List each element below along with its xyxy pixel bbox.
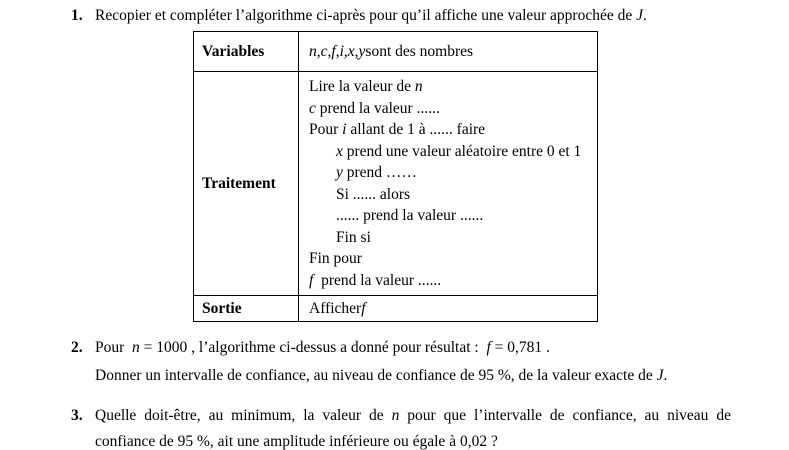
algo-line <box>309 205 597 227</box>
algo-line <box>309 119 597 141</box>
item2-text-line1 <box>95 334 731 362</box>
math-variable: x <box>347 42 355 60</box>
math-variable: f <box>361 299 366 317</box>
algo-line <box>309 98 597 120</box>
math-variable: y <box>336 164 343 181</box>
text-segment: = 0,781 . <box>490 339 550 356</box>
item2-number: 2. <box>71 339 83 356</box>
text-segment: prend …… <box>342 164 417 181</box>
text-segment: Recopier et compléter l’algorithme ci-après pour qu’il affiche une valeur approchée de <box>95 7 637 24</box>
table-header-traitement: Traitement <box>194 71 299 295</box>
text-segment: , <box>343 42 348 60</box>
math-variable: J <box>636 7 643 24</box>
table-header-sortie: Sortie <box>194 295 299 321</box>
math-variable: n <box>309 42 317 60</box>
text-segment: = 1000 , l’algorithme ci-dessus a donné pour résultat : <box>139 339 487 356</box>
text-segment: Pour <box>95 339 133 356</box>
math-variable: y <box>358 42 366 60</box>
text-segment: confiance de 95 %, ait une amplitude inférieure ou égale à 0,02 ? <box>95 433 498 450</box>
algo-line <box>309 141 597 163</box>
item-3 <box>0 403 789 450</box>
traitement-content <box>299 71 597 295</box>
item2-body <box>95 334 731 390</box>
math-variable: c <box>320 42 328 60</box>
text-segment: Si ...... alors <box>336 185 411 203</box>
item-1 <box>0 3 789 322</box>
text-segment: pour que l’intervalle de confiance, au niveau de <box>399 407 731 424</box>
text-segment: , <box>354 42 359 60</box>
text-segment: Donner un intervalle de confiance, au niveau de confiance de 95 %, de la valeur exacte de <box>95 367 657 384</box>
algo-line <box>309 248 597 270</box>
text-segment: , <box>335 42 340 60</box>
item1-body <box>95 3 731 322</box>
algo-line <box>309 184 597 206</box>
item3-body <box>95 403 731 450</box>
math-variable: n <box>132 339 140 356</box>
text-segment: , <box>327 42 332 60</box>
text-segment: Fin si <box>336 228 371 246</box>
math-variable: f <box>331 42 336 60</box>
item1-text <box>95 3 731 29</box>
table-header-variables: Variables <box>194 32 299 71</box>
text-segment: Pour <box>309 121 343 138</box>
item2-text-line2 <box>95 362 731 390</box>
text-segment: prend la valeur ...... <box>313 271 442 289</box>
sortie-content <box>299 295 597 321</box>
text-segment: Quelle doit-être, au minimum, la valeur de <box>95 407 392 424</box>
math-variable: f <box>309 271 314 289</box>
text-segment: prend une valeur aléatoire entre 0 et 1 <box>342 142 582 160</box>
algo-line <box>309 76 597 98</box>
math-variable: n <box>391 407 400 424</box>
text-segment: ...... prend la valeur ...... <box>336 207 484 224</box>
text-segment: Afficher <box>309 299 362 317</box>
text-segment: sont des nombres <box>365 42 474 60</box>
math-variable: i <box>342 121 347 138</box>
algorithm-table <box>193 31 598 322</box>
math-variable: c <box>309 99 316 117</box>
math-variable: n <box>414 78 423 95</box>
text-segment: Lire la valeur de <box>309 78 415 95</box>
text-segment: . <box>643 7 647 24</box>
item3-text-line1 <box>95 403 731 429</box>
text-segment: allant de 1 à ...... faire <box>346 121 486 138</box>
item3-number: 3. <box>71 407 83 424</box>
algo-line <box>309 162 597 184</box>
variables-content <box>299 32 597 71</box>
text-segment: , <box>316 42 321 60</box>
text-segment: Fin pour <box>309 250 362 267</box>
math-variable: i <box>339 42 344 60</box>
math-variable: J <box>656 367 664 384</box>
text-segment: prend la valeur ...... <box>315 99 440 117</box>
text-segment: . <box>663 367 668 384</box>
algo-line <box>309 227 597 249</box>
algo-line <box>309 270 597 292</box>
item-2 <box>0 334 789 390</box>
item3-text-line2 <box>95 429 731 450</box>
math-variable: f <box>486 339 491 356</box>
item1-number: 1. <box>71 7 83 24</box>
math-variable: x <box>336 142 343 160</box>
